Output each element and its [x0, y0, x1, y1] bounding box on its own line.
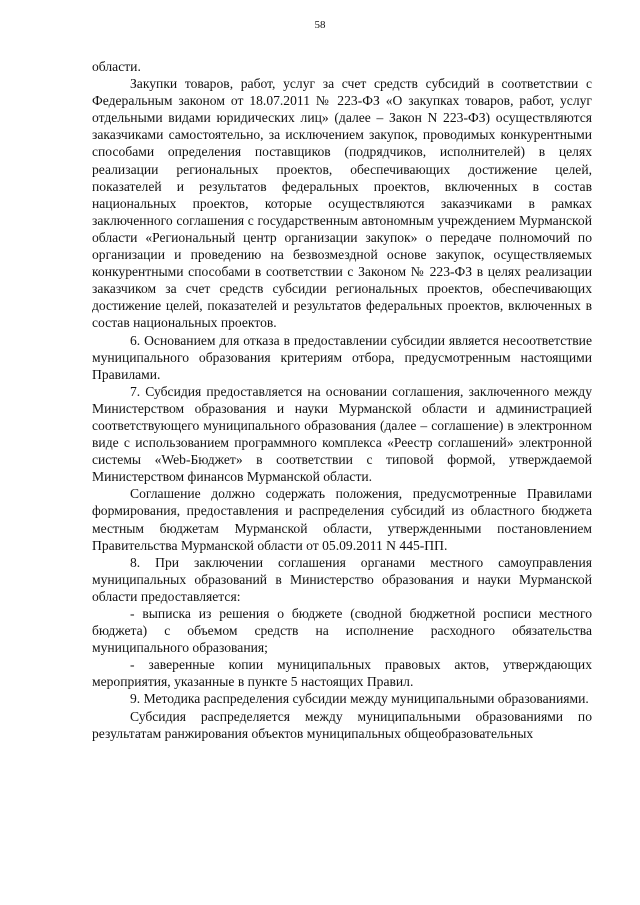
document-body — [92, 58, 592, 742]
list-item: - выписка из решения о бюджете (сводной бюджетной росписи местного бюджета) с объемом средств на исполнение расходного обязательства муниципального образования; — [92, 606, 592, 656]
paragraph: 6. Основанием для отказа в предоставлении субсидии является несоответствие муниципального образования критериям отбора, предусмотренным настоящими Правилами. — [92, 332, 592, 382]
paragraph: Соглашение должно содержать положения, предусмотренные Правилами формирования, предоставления и распределения субсидий из областного бюджета местным бюджетам Мурманской области, утвержденными постановлением Правительства Мурманской области от 05.09.2011 N 445-ПП. — [92, 486, 592, 553]
paragraph: 8. При заключении соглашения органами местного самоуправления муниципальных образований в Министерство образования и науки Мурманской области предоставляется: — [92, 554, 592, 604]
paragraph: 7. Субсидия предоставляется на основании соглашения, заключенного между Министерством образования и науки Мурманской области и администрацией соответствующего муниципального образования (далее – соглашение) в электронном виде с использованием программного комплекса «Реестр соглашений» электронной системы «Web-Бюджет» в соответствии с типовой формой, утверждаемой Министерством финансов Мурманской области. — [92, 383, 592, 485]
page-number: 58 — [314, 19, 326, 31]
paragraph: области. — [92, 59, 141, 74]
paragraph: Субсидия распределяется между муниципальными образованиями по результатам ранжирования объектов муниципальных общеобразовательных — [92, 708, 592, 741]
paragraph: Закупки товаров, работ, услуг за счет средств субсидий в соответствии с Федеральным законом от 18.07.2011 № 223-ФЗ «О закупках товаров, работ, услуг отдельными видами юридических лиц» (далее – Закон N 223-ФЗ) осуществляются заказчиками самостоятельно, за исключением закупок, проводимых конкурентными способами определения поставщиков (подрядчиков, исполнителей) в целях реализации региональных проектов, обеспечивающих достижение целей, показателей и результатов федеральных проектов, включенных в состав национальных проектов, которые осуществляются заказчиками в рамках заключенного соглашения с государственным автономным учреждением Мурманской области «Региональный центр организации закупок» о передаче полномочий по организации и проведению на безвозмездной основе закупок, осуществляемых конкурентными способами в соответствии с Законом № 223-ФЗ в целях реализации заказчиком за счет средств субсидии региональных проектов, обеспечивающих достижение целей, показателей и результатов федеральных проектов, включенных в состав национальных проектов. — [92, 76, 592, 331]
paragraph: 9. Методика распределения субсидии между муниципальными образованиями. — [130, 691, 589, 707]
list-item: - заверенные копии муниципальных правовых актов, утверждающих мероприятия, указанные в пункте 5 настоящих Правил. — [92, 657, 592, 690]
